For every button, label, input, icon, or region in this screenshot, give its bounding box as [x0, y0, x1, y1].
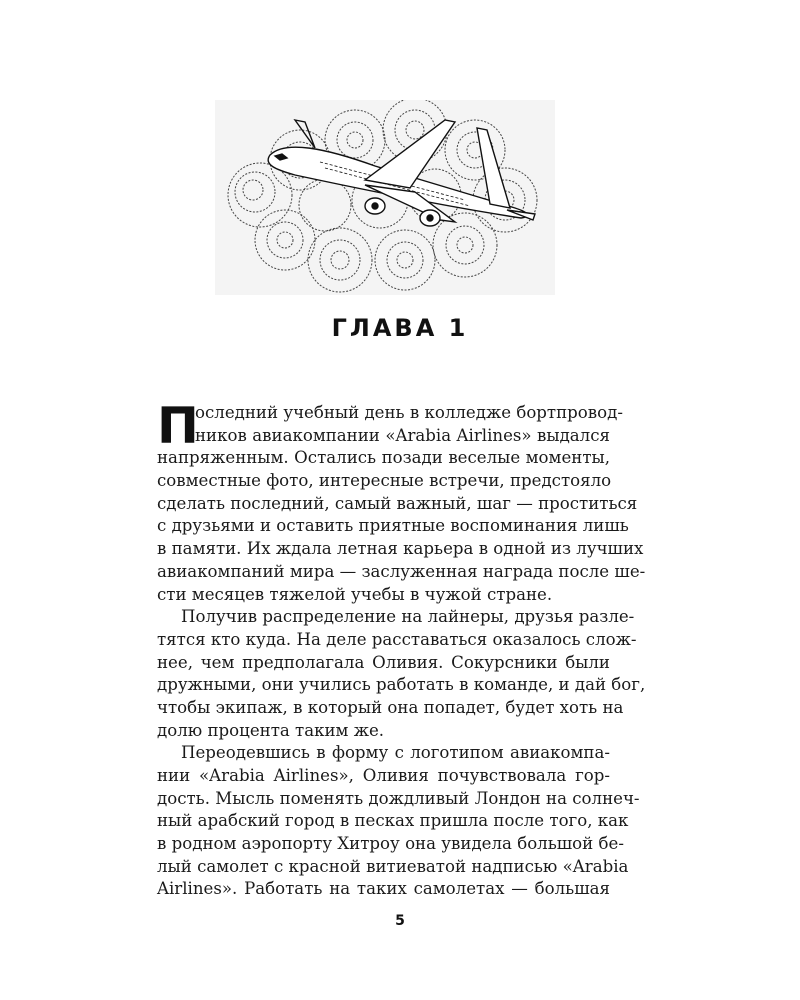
- text-line: Переодевшись в форму с логотипом авиакомпа-: [181, 743, 610, 763]
- text-line: лый самолет с красной витиеватой надписью «Arabia: [157, 856, 629, 876]
- airplane-in-clouds-illustration: [215, 100, 555, 295]
- text-line: в родном аэропорту Хитроу она увидела большой бе-: [157, 834, 624, 854]
- text-line: в памяти. Их ждала летная карьера в одной из лучших: [157, 539, 644, 559]
- text-line: ников авиакомпании «Arabia Airlines» выдался: [195, 425, 610, 445]
- text-line: напряженным. Остались позади веселые моменты,: [157, 448, 610, 468]
- text-line: тятся кто куда. На деле расставаться оказалось слож-: [157, 629, 637, 649]
- page-number: 5: [395, 913, 405, 929]
- paragraph-3: [157, 742, 640, 901]
- paragraph-2: [157, 606, 646, 742]
- text-line: долю процента таким же.: [157, 720, 385, 740]
- text-line: нии «Arabia Airlines», Оливия почувствовала гор-: [157, 766, 610, 785]
- chapter-text: [157, 397, 646, 901]
- chapter-title: ГЛАВА 1: [331, 314, 469, 342]
- text-line: Получив распределение на лайнеры, друзья разле-: [181, 607, 635, 627]
- text-line: оследний учебный день в колледже бортпровод-: [195, 403, 623, 422]
- text-line: нее, чем предполагала Оливия. Сокурсники были: [157, 652, 610, 672]
- text-line: Airlines». Работать на таких самолетах — большая: [157, 879, 610, 899]
- text-line: авиакомпаний мира — заслуженная награда после ше-: [157, 561, 646, 581]
- text-line: дость. Мысль поменять дождливый Лондон на солнеч-: [157, 788, 640, 808]
- paragraph-1: [157, 397, 646, 606]
- text-line: чтобы экипаж, в который она попадет, будет хоть на: [157, 697, 624, 717]
- text-line: сделать последний, самый важный, шаг — проститься: [157, 493, 638, 513]
- text-line: дружными, они учились работать в команде, и дай бог,: [157, 675, 646, 695]
- text-line: совместные фото, интересные встречи, предстояло: [157, 471, 612, 491]
- text-line: сти месяцев тяжелой учебы в чужой стране.: [157, 584, 553, 604]
- drop-cap: П: [157, 397, 199, 455]
- text-line: с друзьями и оставить приятные воспоминания лишь: [157, 516, 629, 536]
- text-line: ный арабский город в песках пришла после того, как: [157, 811, 629, 831]
